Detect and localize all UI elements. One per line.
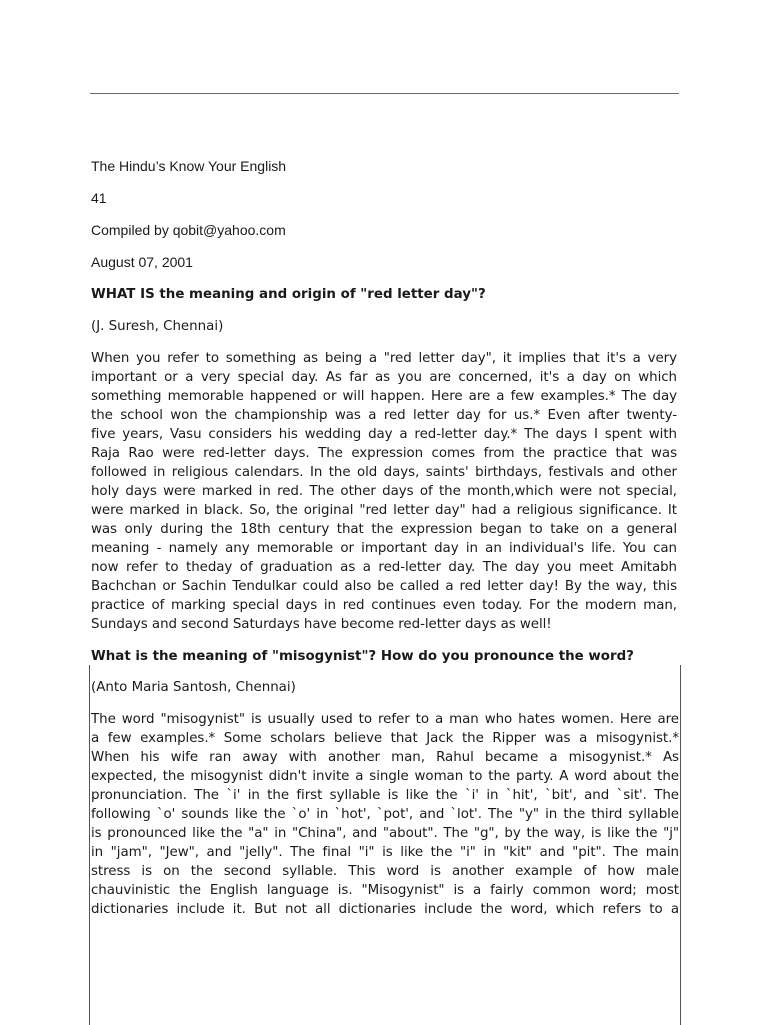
answer-1-line: important or a very special day. As far as you are concerned, it's a day on which [91,370,677,385]
answer-2-frame [89,665,681,1025]
answer-2-paragraph [90,710,679,919]
question-2-heading: What is the meaning of "misogynist"? How do you pronounce the word? [91,649,634,664]
answer-2-line: expected, the misogynist didn't invite a single woman to the party. A word about the [91,769,679,784]
answer-1-line: followed in religious calendars. In the old days, saints' birthdays, festivals and other [91,465,677,480]
compiler-credit: Compiled by qobit@yahoo.com [91,222,286,238]
answer-2-line: is pronounced like the "a" in "China", and "about". The "g", by the way, is like the "j" [91,826,679,841]
answer-1-line: Raja Rao were red-letter days. The expression comes from the practice that was [91,446,677,461]
source-title: The Hindu’s Know Your English [91,158,287,174]
answer-1-line: were marked in black. So, the original "red letter day" had a religious significance. It [91,503,677,518]
issue-number: 41 [91,190,107,206]
answer-2-content [90,678,679,932]
answer-1-line: something memorable happened or will happen. Here are a few examples.* The day [91,389,677,404]
question-2-asker: (Anto Maria Santosh, Chennai) [91,680,296,695]
answer-1-line: holy days were marked in red. The other days of the month,which were not special, [91,484,677,499]
answer-2-line: dictionaries include it. But not all dictionaries include the word, which refers to a [91,902,679,917]
answer-1-line: now refer to theday of graduation as a red-letter day. The day you meet Amitabh [91,560,677,575]
question-1-asker: (J. Suresh, Chennai) [91,319,224,334]
top-divider [90,93,679,94]
answer-1-line: When you refer to something as being a "red letter day", it implies that it's a very [91,351,677,366]
answer-1-line: was only during the 18th century that the expression began to take on a general [91,522,677,537]
answer-1-line: the school won the championship was a red letter day for us.* Even after twenty- [91,408,677,423]
answer-1-paragraph [91,349,677,634]
answer-2-line: a few examples.* Some scholars believe that Jack the Ripper was a misogynist.* [91,731,679,746]
answer-2-line: following `o' sounds like the `o' in `hot', `pot', and `lot'. The "y" in the third syllable [91,807,679,822]
answer-1-line: Bachchan or Sachin Tendulkar could also be called a red letter day! By the way, this [91,579,677,594]
answer-2-line: stress is on the second syllable. This word is another example of how male [91,864,679,879]
document-content [91,157,677,679]
answer-1-line: meaning - namely any memorable or important day in an individual's life. You can [91,541,677,556]
answer-2-line: in "jam", "Jew", and "jelly". The final "i" is like the "i" in "kit" and "pit". The main [91,845,679,860]
answer-1-line: five years, Vasu considers his wedding day a red-letter day.* The days I spent with [91,427,677,442]
answer-2-line: chauvinistic the English language is. "Misogynist" is a fairly common word; most [91,883,679,898]
publication-date: August 07, 2001 [91,254,193,270]
answer-1-line: Sundays and second Saturdays have become red-letter days as well! [91,617,552,632]
answer-2-line: The word "misogynist" is usually used to refer to a man who hates women. Here are [91,712,679,727]
answer-2-line: When his wife ran away with another man, Rahul became a misogynist.* As [91,750,679,765]
question-1-heading: WHAT IS the meaning and origin of "red letter day"? [91,287,486,302]
answer-1-line: practice of marking special days in red continues even today. For the modern man, [91,598,677,613]
answer-2-line: pronunciation. The `i' in the first syllable is like the `i' in `hit', `bit', and `sit'. The [91,788,679,803]
